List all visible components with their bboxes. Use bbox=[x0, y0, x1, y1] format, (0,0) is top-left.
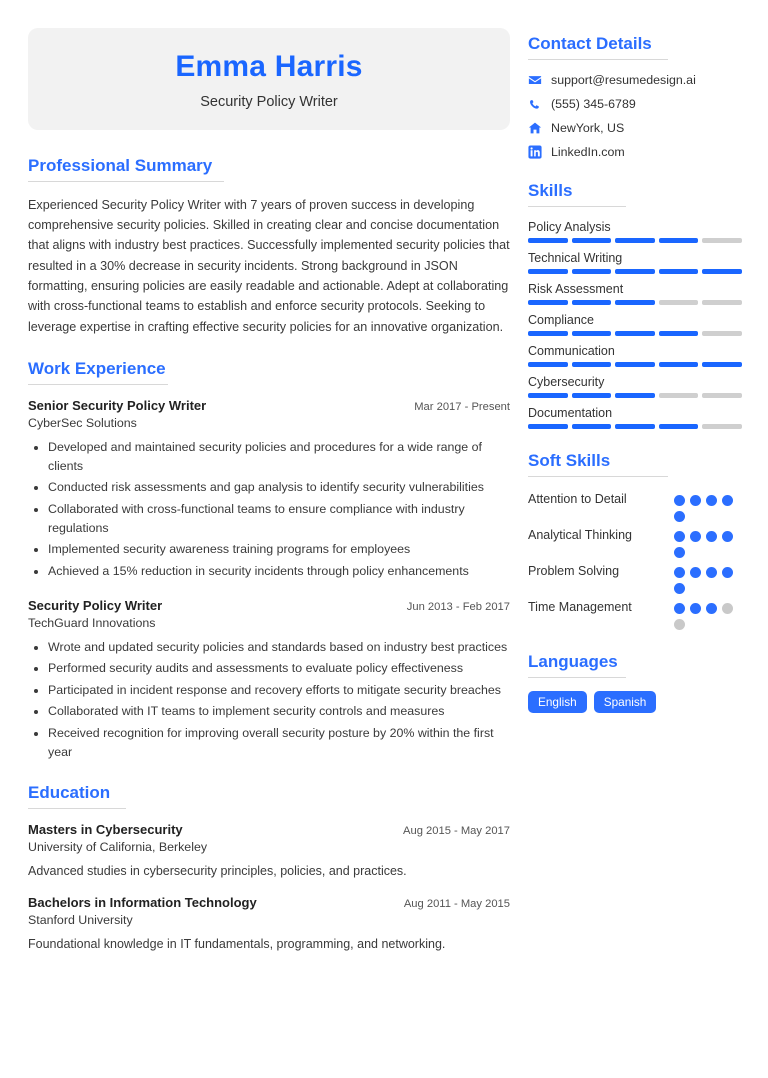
contact-item[interactable] bbox=[528, 97, 742, 111]
main-column bbox=[28, 28, 510, 1078]
skill-level-bar bbox=[528, 331, 742, 336]
soft-skill-dot bbox=[722, 603, 733, 614]
soft-skill-dot bbox=[690, 603, 701, 614]
soft-skill-label: Problem Solving bbox=[528, 564, 620, 578]
skill-segment bbox=[528, 300, 568, 305]
skill-segment bbox=[615, 362, 655, 367]
job-title: Security Policy Writer bbox=[200, 93, 338, 110]
skill-segment bbox=[702, 238, 742, 243]
soft-skill-dot bbox=[722, 567, 733, 578]
skill-row bbox=[528, 375, 742, 398]
soft-skill-row bbox=[528, 562, 742, 594]
education-entry-list bbox=[28, 822, 510, 951]
skill-segment bbox=[615, 269, 655, 274]
soft-skill-row bbox=[528, 598, 742, 630]
skill-label: Risk Assessment bbox=[528, 282, 624, 296]
skill-row bbox=[528, 282, 742, 305]
work-entry-list bbox=[28, 398, 510, 761]
soft-skill-dot bbox=[674, 619, 685, 630]
soft-skill-dot bbox=[706, 495, 717, 506]
soft-skill-dot bbox=[690, 531, 701, 542]
skill-segment bbox=[702, 300, 742, 305]
skill-segment bbox=[572, 362, 612, 367]
work-bullet: • Achieved a 15% reduction in security incidents through policy enhancements bbox=[48, 562, 510, 581]
skill-level-bar bbox=[528, 393, 742, 398]
work-organization: TechGuard Innovations bbox=[28, 615, 156, 630]
skill-level-bar bbox=[528, 424, 742, 429]
soft-skill-list bbox=[528, 490, 742, 630]
work-bullet: • Developed and maintained security policies and procedures for a wide range of clients bbox=[48, 438, 510, 475]
contact-item[interactable] bbox=[528, 73, 742, 87]
skill-level-bar bbox=[528, 300, 742, 305]
section-heading-work: Work Experience bbox=[28, 359, 168, 385]
work-bullet: • Received recognition for improving overall security posture by 20% within the first year bbox=[48, 724, 510, 761]
soft-skill-dot bbox=[674, 547, 685, 558]
work-bullet: • Wrote and updated security policies and standards based on industry best practices bbox=[48, 638, 510, 657]
skill-segment bbox=[572, 331, 612, 336]
language-list bbox=[528, 691, 742, 713]
section-education bbox=[28, 783, 510, 951]
skill-level-bar bbox=[528, 269, 742, 274]
education-degree: Masters in Cybersecurity bbox=[28, 822, 183, 838]
contact-list bbox=[528, 73, 742, 159]
skill-segment bbox=[659, 300, 699, 305]
skill-segment bbox=[659, 393, 699, 398]
education-entry-header bbox=[28, 895, 510, 910]
soft-skill-label: Attention to Detail bbox=[528, 492, 627, 506]
skill-segment bbox=[572, 269, 612, 274]
skill-segment bbox=[659, 362, 699, 367]
skill-segment bbox=[659, 269, 699, 274]
work-bullet: • Collaborated with cross-functional teams to ensure compliance with industry regulations bbox=[48, 500, 510, 537]
skill-segment bbox=[615, 300, 655, 305]
skill-label: Documentation bbox=[528, 406, 613, 420]
skill-segment bbox=[702, 393, 742, 398]
skill-segment bbox=[659, 424, 699, 429]
work-role: Senior Security Policy Writer bbox=[28, 398, 207, 414]
work-role: Security Policy Writer bbox=[28, 597, 163, 613]
soft-skill-rating bbox=[674, 562, 742, 594]
skill-segment bbox=[615, 238, 655, 243]
soft-skill-dot bbox=[674, 531, 685, 542]
skill-segment bbox=[528, 362, 568, 367]
skill-segment bbox=[659, 238, 699, 243]
envelope-icon bbox=[528, 73, 542, 87]
skill-segment bbox=[572, 424, 612, 429]
education-school: Stanford University bbox=[28, 913, 133, 928]
work-bullet: • Participated in incident response and recovery efforts to mitigate security breaches bbox=[48, 681, 510, 700]
section-soft-skills bbox=[528, 451, 742, 630]
skill-segment bbox=[528, 393, 568, 398]
soft-skill-label: Time Management bbox=[528, 600, 632, 614]
section-heading-education: Education bbox=[28, 783, 126, 809]
work-entry bbox=[28, 598, 510, 762]
soft-skill-dot bbox=[706, 603, 717, 614]
soft-skill-dot bbox=[706, 531, 717, 542]
skill-level-bar bbox=[528, 238, 742, 243]
section-work-experience bbox=[28, 359, 510, 761]
education-degree: Bachelors in Information Technology bbox=[28, 895, 257, 911]
sidebar-column bbox=[528, 28, 742, 1078]
contact-value: support@resumedesign.ai bbox=[551, 73, 696, 87]
work-organization: CyberSec Solutions bbox=[28, 416, 137, 431]
skill-label: Policy Analysis bbox=[528, 220, 611, 234]
soft-skill-dot bbox=[674, 567, 685, 578]
section-languages bbox=[528, 652, 742, 713]
skill-segment bbox=[702, 424, 742, 429]
soft-skill-row bbox=[528, 490, 742, 522]
section-professional-summary bbox=[28, 156, 510, 338]
soft-skill-dot bbox=[706, 567, 717, 578]
section-heading-summary: Professional Summary bbox=[28, 156, 224, 182]
work-bullet: • Implemented security awareness training programs for employees bbox=[48, 540, 510, 559]
skill-segment bbox=[528, 424, 568, 429]
section-heading-languages: Languages bbox=[528, 652, 626, 678]
skill-segment bbox=[572, 393, 612, 398]
contact-value: NewYork, US bbox=[551, 121, 625, 135]
phone-icon bbox=[528, 97, 542, 111]
soft-skill-dot bbox=[722, 531, 733, 542]
section-contact-details bbox=[528, 34, 742, 159]
work-bullet: • Conducted risk assessments and gap analysis to identify security vulnerabilities bbox=[48, 478, 510, 497]
education-school: University of California, Berkeley bbox=[28, 840, 208, 855]
name-banner bbox=[28, 28, 510, 130]
section-heading-contact: Contact Details bbox=[528, 34, 668, 60]
work-date: Jun 2013 - Feb 2017 bbox=[406, 600, 510, 613]
soft-skill-label: Analytical Thinking bbox=[528, 528, 632, 542]
skill-segment bbox=[528, 238, 568, 243]
section-heading-soft-skills: Soft Skills bbox=[528, 451, 668, 477]
work-bullet: • Performed security audits and assessments to evaluate policy effectiveness bbox=[48, 659, 510, 678]
skill-row bbox=[528, 220, 742, 243]
home-icon bbox=[528, 121, 542, 135]
contact-value: (555) 345-6789 bbox=[551, 97, 636, 111]
soft-skill-dot bbox=[674, 603, 685, 614]
skill-row bbox=[528, 344, 742, 367]
skill-list bbox=[528, 220, 742, 429]
language-chip[interactable]: English bbox=[528, 691, 587, 713]
skill-segment bbox=[528, 269, 568, 274]
soft-skill-rating bbox=[674, 490, 742, 522]
education-description: Foundational knowledge in IT fundamentals, programming, and networking. bbox=[28, 937, 446, 952]
education-entry-header bbox=[28, 822, 510, 837]
summary-text: Experienced Security Policy Writer with 7 years of proven success in developing comprehensive security policies. Skilled in creating clear and concise documentation that aligns with industry best practices. Successfully implemented security policies that resulted in a 30% decrease in security incidents. Strong background in JSON formatting, ensuring policies are easily readable and actionable. Adept at collaborating with cross-functional teams to establish and enforce security protocols. Seeking to leverage expertise in crafting effective security policies for an innovative organization. bbox=[28, 197, 510, 334]
linkedin-icon bbox=[528, 145, 542, 159]
soft-skill-dot bbox=[690, 567, 701, 578]
skill-segment bbox=[702, 362, 742, 367]
work-bullet-list bbox=[28, 638, 510, 762]
skill-segment bbox=[659, 331, 699, 336]
skill-label: Technical Writing bbox=[528, 251, 623, 265]
education-entry bbox=[28, 822, 510, 878]
soft-skill-dot bbox=[674, 495, 685, 506]
soft-skill-dot bbox=[690, 495, 701, 506]
contact-value: LinkedIn.com bbox=[551, 145, 625, 159]
section-skills bbox=[528, 181, 742, 429]
skill-segment bbox=[528, 331, 568, 336]
skill-segment bbox=[572, 300, 612, 305]
page-title: Emma Harris bbox=[175, 50, 363, 83]
work-bullet: • Collaborated with IT teams to implement security controls and measures bbox=[48, 702, 510, 721]
soft-skill-rating bbox=[674, 598, 742, 630]
work-entry-header bbox=[28, 598, 510, 613]
soft-skill-dot bbox=[674, 511, 685, 522]
section-heading-skills: Skills bbox=[528, 181, 626, 207]
skill-row bbox=[528, 406, 742, 429]
soft-skill-dot bbox=[674, 583, 685, 594]
soft-skill-rating bbox=[674, 526, 742, 558]
skill-segment bbox=[572, 238, 612, 243]
skill-segment bbox=[615, 393, 655, 398]
contact-item[interactable] bbox=[528, 121, 742, 135]
skill-label: Cybersecurity bbox=[528, 375, 605, 389]
skill-segment bbox=[702, 331, 742, 336]
work-entry bbox=[28, 398, 510, 580]
skill-row bbox=[528, 313, 742, 336]
education-entry bbox=[28, 895, 510, 951]
work-entry-header bbox=[28, 398, 510, 413]
work-date: Mar 2017 - Present bbox=[414, 401, 510, 414]
language-chip[interactable]: Spanish bbox=[594, 691, 657, 713]
work-bullet-list bbox=[28, 438, 510, 580]
soft-skill-row bbox=[528, 526, 742, 558]
soft-skill-dot bbox=[722, 495, 733, 506]
education-description: Advanced studies in cybersecurity principles, policies, and practices. bbox=[28, 864, 407, 879]
skill-segment bbox=[615, 424, 655, 429]
skill-row bbox=[528, 251, 742, 274]
education-date: Aug 2011 - May 2015 bbox=[403, 898, 510, 911]
skill-segment bbox=[702, 269, 742, 274]
skill-segment bbox=[615, 331, 655, 336]
skill-label: Communication bbox=[528, 344, 615, 358]
skill-level-bar bbox=[528, 362, 742, 367]
skill-label: Compliance bbox=[528, 313, 595, 327]
contact-item[interactable] bbox=[528, 145, 742, 159]
education-date: Aug 2015 - May 2017 bbox=[403, 825, 510, 838]
